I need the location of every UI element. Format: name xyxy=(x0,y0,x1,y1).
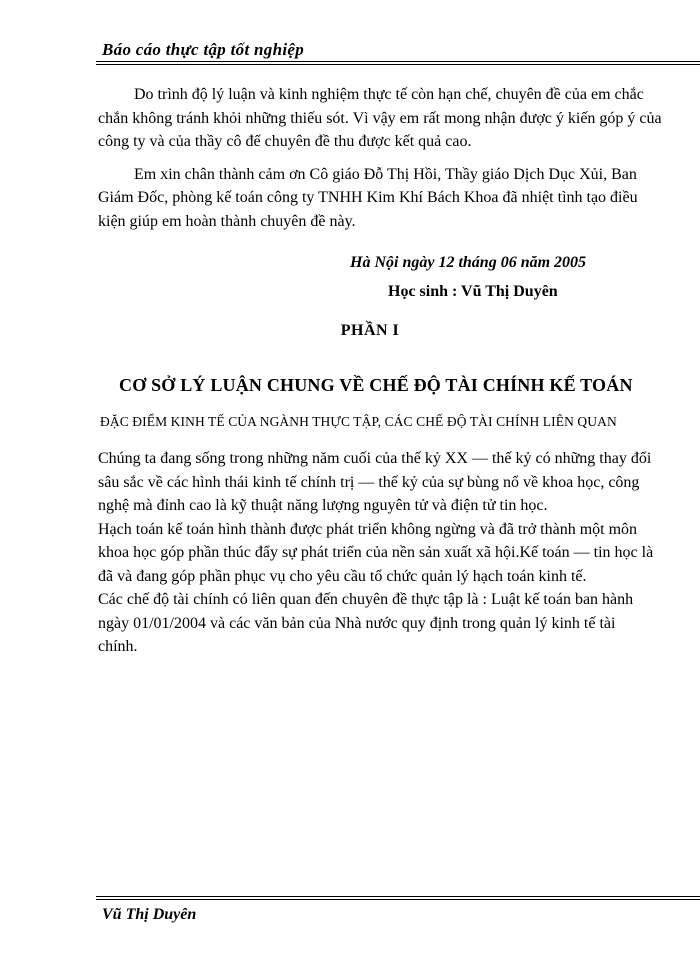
chapter-title: CƠ SỞ LÝ LUẬN CHUNG VỀ CHẾ ĐỘ TÀI CHÍNH KẾ TOÁN xyxy=(119,375,633,395)
intro-paragraph: Em xin chân thành cảm ơn Cô giáo Đỗ Thị Hồi, Thầy giáo Dịch Dục Xủi, Ban Giám Đốc, phòng kế toán công ty TNHH Kim Khí Bách Khoa đã nhiệt tình tạo điều kiện giúp em hoàn thành chuyên đề này. xyxy=(98,165,638,230)
body-paragraph: Chúng ta đang sống trong những năm cuối của thế kỷ XX — thế kỷ có những thay đổi sâu sắc về các hình thái kinh tế chính trị — thế kỷ của sự bùng nổ về khoa học, công nghệ mà đỉnh cao là kỹ thuật năng lượng nguyên tử và điện tử tin học. xyxy=(98,450,652,514)
signoff-signer: Học sinh : Vũ Thị Duyên xyxy=(388,283,558,300)
footer-author: Vũ Thị Duyên xyxy=(102,906,197,923)
header-rule xyxy=(96,61,700,65)
page-header xyxy=(96,36,700,65)
part-title: PHẦN I xyxy=(340,322,400,339)
header-title: Báo cáo thực tập tốt nghiệp xyxy=(102,40,304,59)
footer-rule xyxy=(96,896,700,900)
intro-paragraph: Do trình độ lý luận và kinh nghiệm thực tế còn hạn chế, chuyên đề của em chắc chắn không tránh khỏi những thiếu sót. Vì vậy em rất mong nhận được ý kiến góp ý của công ty và của thầy cô để chuyên đề thu được kết quả cao. xyxy=(98,86,662,150)
body-paragraph: Các chế độ tài chính có liên quan đến chuyên đề thực tập là : Luật kế toán ban hành ngày 01/01/2004 và các văn bản của Nhà nước quy định trong quản lý kinh tế tài chính. xyxy=(98,591,634,655)
page-footer xyxy=(96,896,700,936)
signoff-place-date: Hà Nội ngày 12 tháng 06 năm 2005 xyxy=(350,254,587,271)
intro-section xyxy=(98,83,666,242)
body-paragraph: Hạch toán kế toán hình thành được phát triển không ngừng và đã trở thành một môn khoa học góp phần thúc đẩy sự phát triển của nền sản xuất xã hội.Kế toán — tin học là đã và đang góp phần phục vụ cho yêu cầu tổ chức quản lý hạch toán kinh tế. xyxy=(98,520,654,585)
section-title: ĐẶC ĐIỂM KINH TẾ CỦA NGÀNH THỰC TẬP, CÁC CHẾ ĐỘ TÀI CHÍNH LIÊN QUAN xyxy=(100,414,617,429)
part-heading xyxy=(0,322,700,340)
body-text xyxy=(98,447,654,659)
